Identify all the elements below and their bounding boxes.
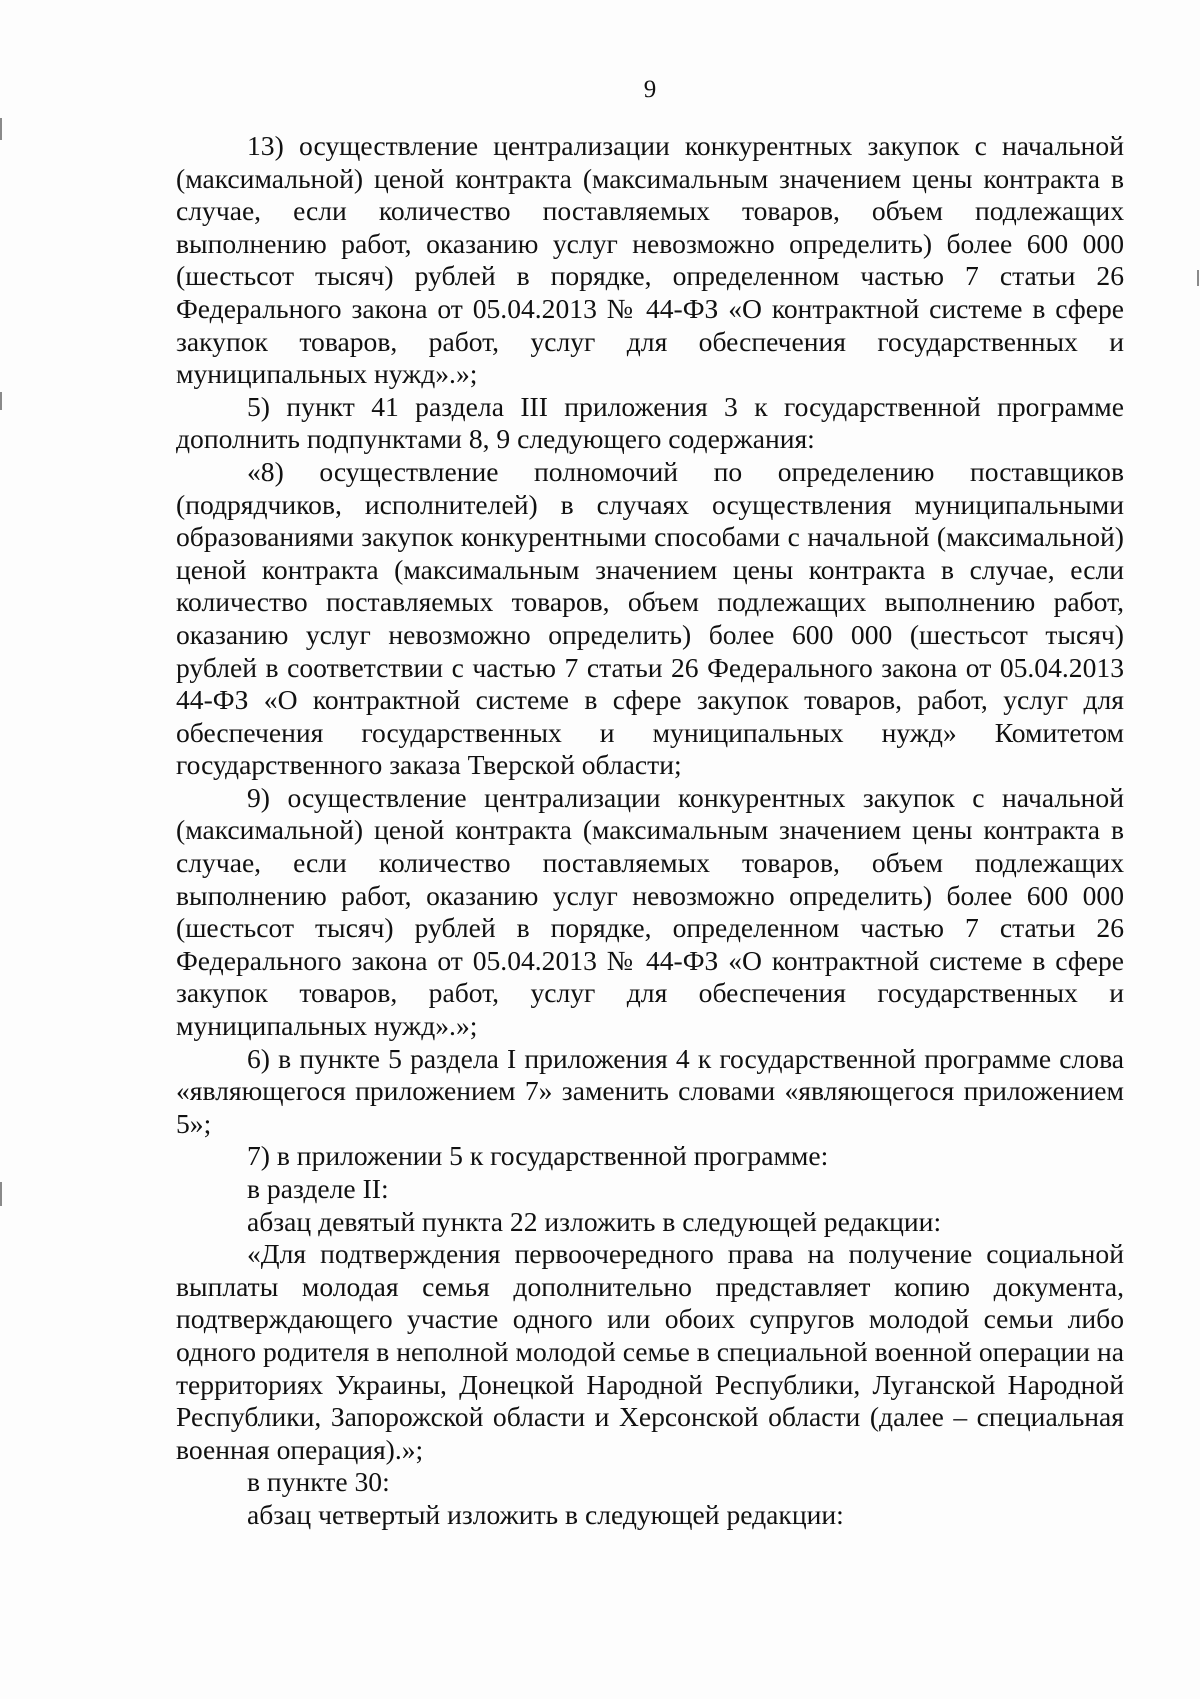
paragraph-section-2: в разделе II: xyxy=(247,1173,389,1204)
paragraph-5-amendment: 5) пункт 41 раздела III приложения 3 к государственной программе дополнить подпунктами 8, 9 следующего содержания: xyxy=(176,390,1124,455)
paragraph-13-centralization: 13) осуществление централизации конкурентных закупок с начальной (максимальной) ценой контракта (максимальным значением цены контракта в случае, если количество поставляемых товаров, объем подлежащих выполнению работ, оказанию услуг невозможно определить) более 600 000 (шестьсот тысяч) рублей в порядке, определенном частью 7 статьи 26 Федерального закона от 05.04.2013 № 44-ФЗ «О контрактной системе в сфере закупок товаров, работ, услуг для обеспечения государственных и муниципальных нужд».»; xyxy=(176,130,1124,390)
paragraph-9-centralization: 9) осуществление централизации конкурентных закупок с начальной (максимальной) ценой контракта (максимальным значением цены контракта в случае, если количество поставляемых товаров, объем подлежащих выполнению работ, оказанию услуг невозможно определить) более 600 000 (шестьсот тысяч) рублей в порядке, определенном частью 7 статьи 26 Федерального закона от 05.04.2013 № 44-ФЗ «О контрактной системе в сфере закупок товаров, работ, услуг для обеспечения государственных и муниципальных нужд».»; xyxy=(176,781,1124,1042)
scan-edge-mark xyxy=(0,118,2,140)
scan-edge-mark xyxy=(1197,270,1199,286)
paragraph-8-powers: «8) осуществление полномочий по определению поставщиков (подрядчиков, исполнителей) в случаях осуществления муниципальными образованиями закупок конкурентными способами с начальной (максимальной) ценой контракта (максимальным значением цены контракта в случае, если количество поставляемых товаров, объем подлежащих выполнению работ, оказанию услуг невозможно определить) более 600 000 (шестьсот тысяч) рублей в соответствии с частью 7 статьи 26 Федерального закона от 05.04.2013 44-ФЗ «О контрактной системе в сфере закупок товаров, работ, услуг для обеспечения государственных и муниципальных нужд» Комитетом государственного заказа Тверской области; xyxy=(176,455,1124,781)
paragraph-priority-right: «Для подтверждения первоочередного права на получение социальной выплаты молодая семья дополнительно представляет копию документа, подтверждающего участие одного или обоих супругов молодой семьи либо одного родителя в неполной молодой семье в специальной военной операции на территориях Украины, Донецкой Народной Республики, Луганской Народной Республики, Запорожской области и Херсонской области (далее – специальная военная операция).»; xyxy=(176,1238,1124,1465)
paragraph-point-30: в пункте 30: xyxy=(247,1466,390,1498)
paragraph-6-amendment: 6) в пункте 5 раздела I приложения 4 к государственной программе слова «являющегося приложением 7» заменить словами «являющегося приложением 5»; xyxy=(176,1042,1124,1139)
paragraph-7-amendment: 7) в приложении 5 к государственной программе: xyxy=(247,1140,829,1172)
paragraph-abzac-4: абзац четвертый изложить в следующей редакции: xyxy=(247,1498,844,1530)
page-number: 9 xyxy=(643,76,657,103)
scan-edge-mark xyxy=(0,392,2,410)
paragraph-abzac-9: абзац девятый пункта 22 изложить в следующей редакции: xyxy=(247,1205,942,1237)
scan-edge-mark xyxy=(0,1182,2,1206)
document-body xyxy=(176,130,1124,1532)
